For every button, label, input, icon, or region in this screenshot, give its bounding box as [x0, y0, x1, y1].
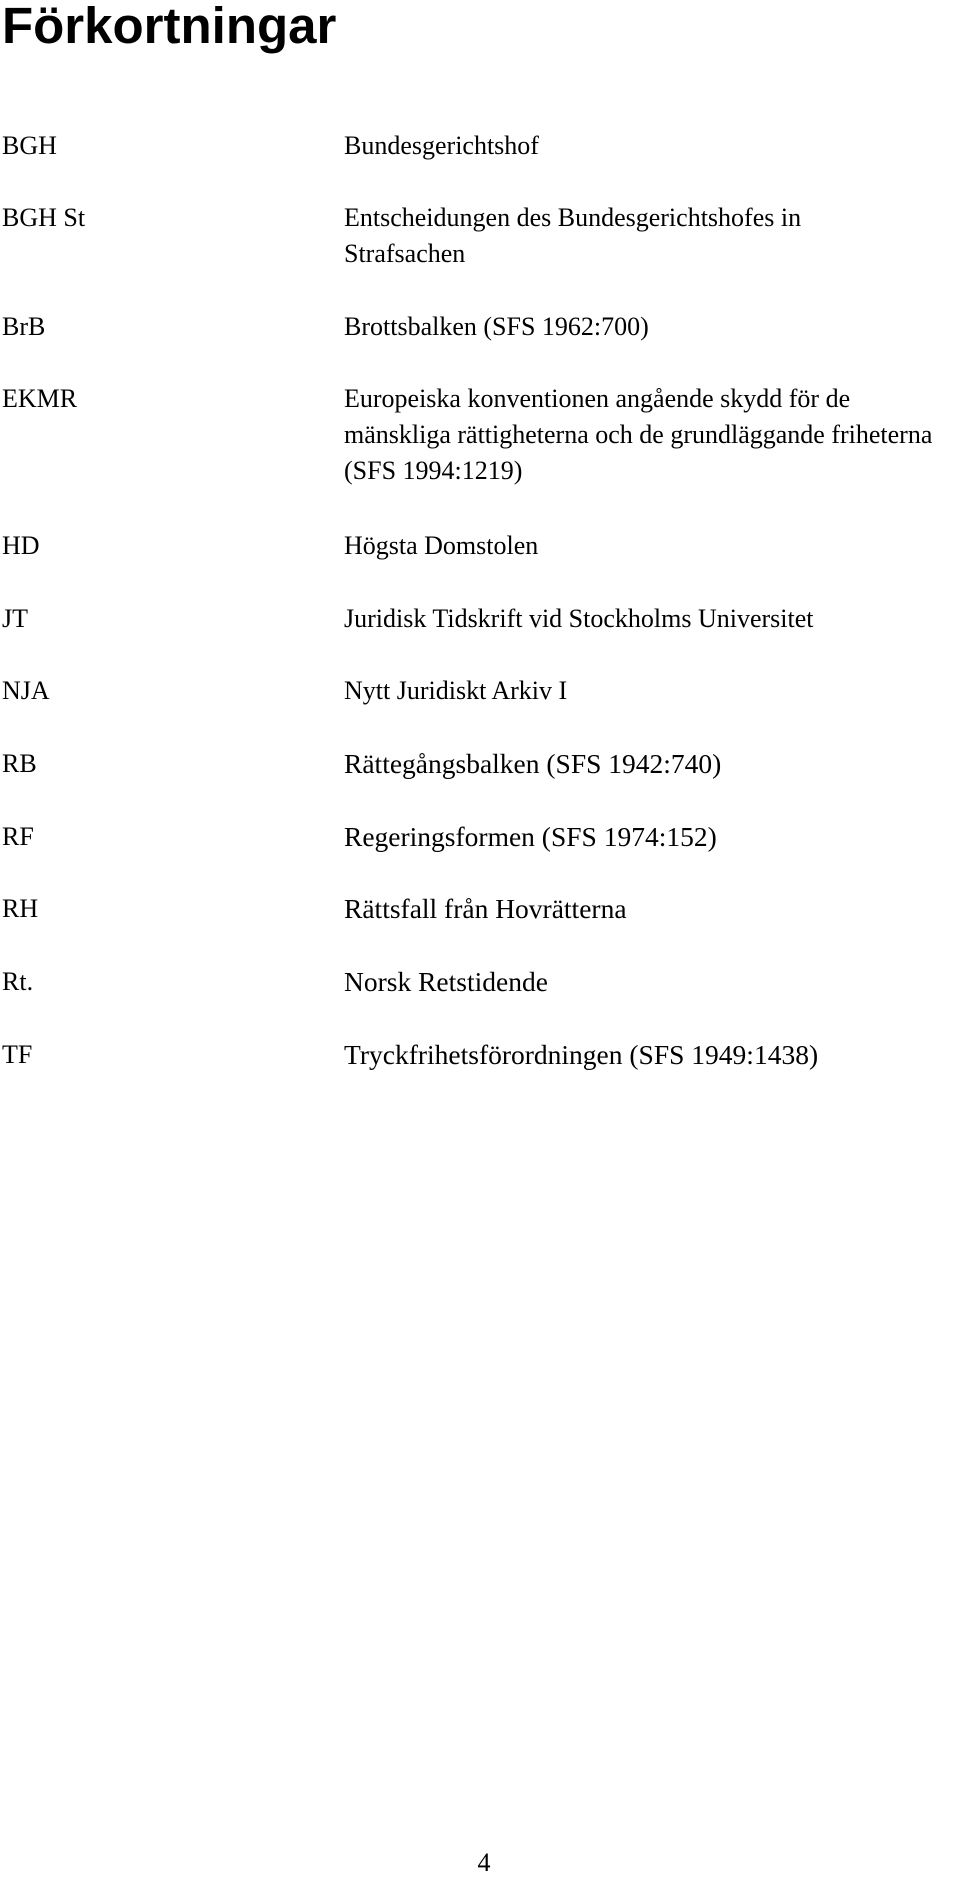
abbreviation-term: JT	[2, 604, 28, 633]
abbreviation-definition: Rättsfall från Hovrätterna	[344, 893, 627, 924]
abbreviation-definition: Bundesgerichtshof	[344, 131, 539, 160]
page-title: Förkortningar	[2, 0, 337, 54]
abbreviation-definition: Brottsbalken (SFS 1962:700)	[344, 312, 649, 341]
abbreviation-term: EKMR	[2, 384, 78, 413]
abbreviation-definition: Entscheidungen des Bundesgerichtshofes in Strafsachen	[344, 203, 802, 268]
abbreviation-definition: Juridisk Tidskrift vid Stockholms Universitet	[344, 604, 814, 633]
abbreviation-term: HD	[2, 531, 40, 560]
abbreviation-term: RB	[2, 749, 37, 778]
abbreviation-term: BGH	[2, 131, 57, 160]
abbreviation-definition: Europeiska konventionen angående skydd för de mänskliga rättigheterna och de grundläggande friheterna (SFS 1994:1219)	[344, 384, 933, 485]
abbreviation-definition: Rättegångsbalken (SFS 1942:740)	[344, 748, 722, 779]
abbreviation-definition: Norsk Retstidende	[344, 966, 548, 997]
abbreviation-term: RF	[2, 822, 34, 851]
abbreviation-term: Rt.	[2, 967, 34, 996]
abbreviation-definition: Regeringsformen (SFS 1974:152)	[344, 821, 717, 852]
abbreviation-term: NJA	[2, 676, 50, 705]
abbreviation-term: RH	[2, 894, 39, 923]
page-number: 4	[477, 1848, 491, 1877]
abbreviation-definition: Nytt Juridiskt Arkiv I	[344, 676, 568, 705]
abbreviation-definition: Tryckfrihetsförordningen (SFS 1949:1438)	[344, 1039, 819, 1070]
abbreviation-term: BGH St	[2, 203, 86, 232]
abbreviation-term: BrB	[2, 312, 46, 341]
abbreviation-definition: Högsta Domstolen	[344, 531, 539, 560]
abbreviation-term: TF	[2, 1040, 33, 1069]
